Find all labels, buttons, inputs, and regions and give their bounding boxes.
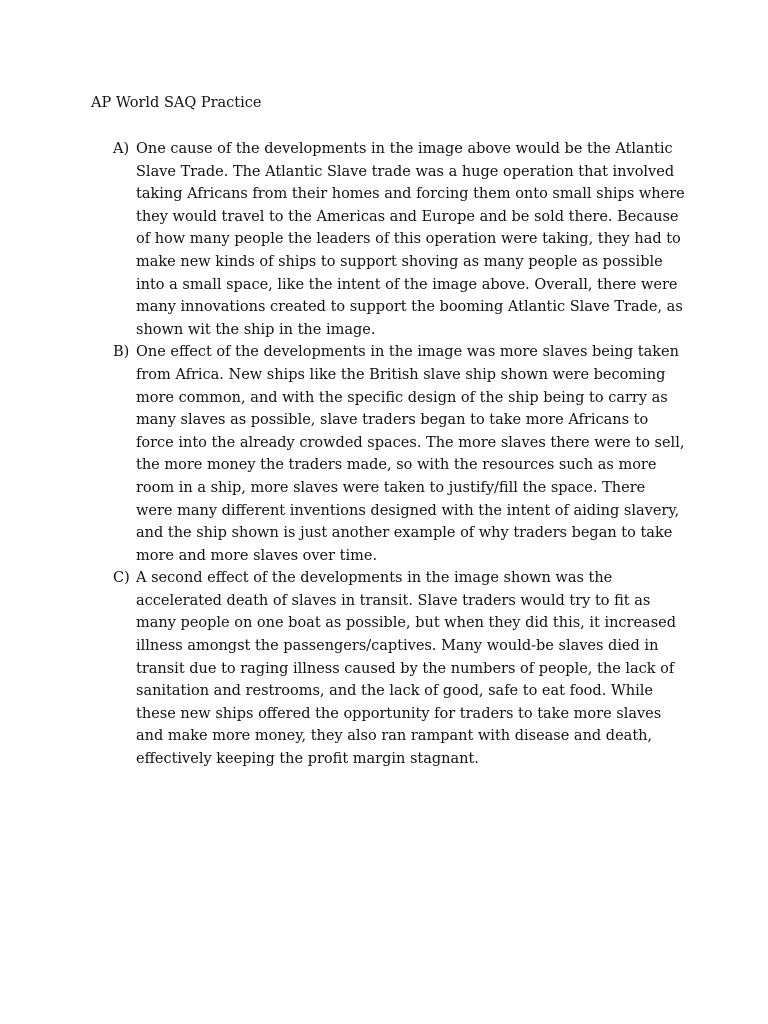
- answer-text-b: One effect of the developments in the image was more slaves being taken from Africa. New ships like the British slave ship shown were becoming more common, and with the specific design of the ship being to carry as many slaves as possible, slave traders began to take more Africans to force into the already crowded spaces. The more slaves there were to sell, the more money the traders made, so with the resources such as more room in a ship, more slaves were taken to justify/fill the space. There were many different inventions designed with the intent of aiding slavery, and the ship shown is just another example of why traders began to take more and more slaves over time.: [136, 344, 685, 564]
- answer-item-a: [113, 138, 685, 341]
- answer-text-c: A second effect of the developments in the image shown was the accelerated death of slaves in transit. Slave traders would try to fit as many people on one boat as possible, but when they did this, it increased illness amongst the passengers/captives. Many would-be slaves died in transit due to raging illness caused by the numbers of people, the lack of sanitation and restrooms, and the lack of good, safe to eat food. While these new ships offered the opportunity for traders to take more slaves and make more money, they also ran rampant with disease and death, effectively keeping the profit margin stagnant.: [136, 570, 676, 768]
- answer-list: [113, 138, 685, 771]
- document-title: AP World SAQ Practice: [91, 95, 262, 111]
- answer-text-a: One cause of the developments in the image above would be the Atlantic Slave Trade. The Atlantic Slave trade was a huge operation that involved taking Africans from their homes and forcing them onto small ships where they would travel to the Americas and Europe and be sold there. Because of how many people the leaders of this operation were taking, they had to make new kinds of ships to support shoving as many people as possible into a small space, like the intent of the image above. Overall, there were many innovations created to support the booming Atlantic Slave Trade, as shown wit the ship in the image.: [136, 141, 685, 338]
- answer-item-b: [113, 341, 685, 567]
- answer-marker-a: A): [113, 141, 130, 157]
- answer-marker-b: B): [113, 344, 130, 361]
- answer-item-c: [113, 567, 685, 770]
- answer-marker-c: C): [113, 570, 130, 587]
